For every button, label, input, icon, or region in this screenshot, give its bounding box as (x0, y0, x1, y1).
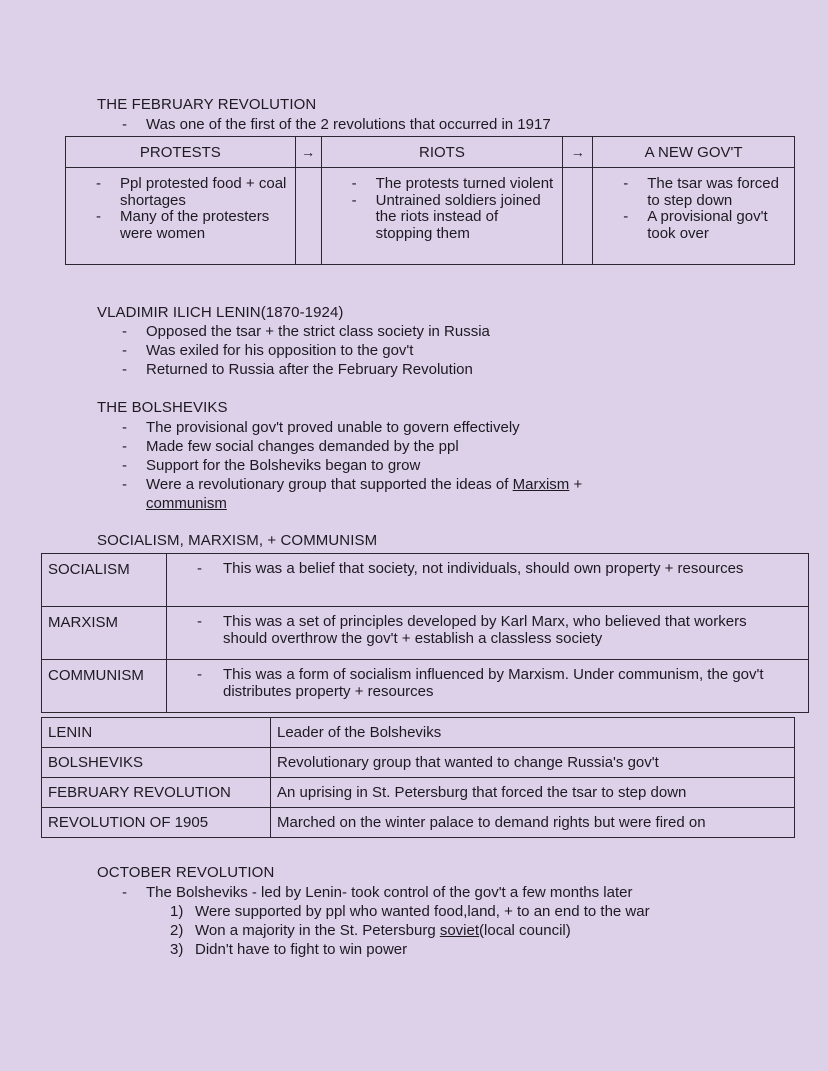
february-flow-table (65, 136, 795, 265)
table-row (42, 778, 795, 808)
october-revolution-list (122, 883, 632, 902)
ideologies-heading: SOCIALISM, MARXISM, + COMMUNISM (97, 532, 378, 549)
bolsheviks-list (122, 418, 682, 513)
numbered-item (170, 940, 650, 959)
arrow-right-icon: → (295, 137, 321, 168)
vocab-term: LENIN (42, 718, 271, 748)
ideology-desc-text: This was a form of socialism influenced by Marxism. Under communism, the gov't distributes property + resources (223, 666, 764, 700)
february-revolution-heading: THE FEBRUARY REVOLUTION (97, 96, 317, 113)
list-item: - The Bolsheviks - led by Lenin- took control of the gov't a few months later (122, 883, 632, 902)
vocab-term: FEBRUARY REVOLUTION (42, 778, 271, 808)
list-item: - Made few social changes demanded by the ppl (122, 437, 682, 456)
vocab-term: BOLSHEVIKS (42, 748, 271, 778)
ideologies-table (41, 553, 809, 713)
item-text: Were supported by ppl who wanted food,land, + to an end to the war (195, 903, 650, 920)
ideology-term: MARXISM (42, 607, 167, 660)
vocab-definition: An uprising in St. Petersburg that forced the tsar to step down (271, 778, 795, 808)
item-text: Won a majority in the St. Petersburg (195, 922, 440, 939)
bolsheviks-heading: THE BOLSHEVIKS (97, 399, 228, 416)
item-number: 3) (170, 941, 184, 958)
ideology-desc: - This was a belief that society, not individuals, should own property + resources (167, 554, 809, 607)
flow-spacer (295, 168, 321, 265)
flow-header-riots: RIOTS (321, 137, 563, 168)
arrow-right-icon: → (563, 137, 593, 168)
item-text: (local council) (479, 922, 571, 939)
vocab-definition: Revolutionary group that wanted to change Russia's gov't (271, 748, 795, 778)
numbered-item (170, 921, 650, 940)
ideology-term: COMMUNISM (42, 660, 167, 713)
vocab-table (41, 717, 795, 838)
lenin-list (122, 322, 490, 379)
table-row (42, 748, 795, 778)
table-row (42, 554, 809, 607)
table-row (42, 607, 809, 660)
list-item: - Many of the protesters were women (96, 209, 289, 242)
soviet-link[interactable]: soviet (439, 922, 480, 939)
vocab-definition: Marched on the winter palace to demand rights but were fired on (271, 808, 795, 838)
flow-spacer (563, 168, 593, 265)
numbered-item (170, 902, 650, 921)
flow-header-new-govt: A NEW GOV'T (593, 137, 795, 168)
ideology-desc-text: This was a belief that society, not individuals, should own property + resources (223, 560, 744, 577)
marxism-link[interactable]: Marxism (512, 476, 570, 493)
list-item: - Was exiled for his opposition to the gov't (122, 341, 490, 360)
ideology-desc-text: This was a set of principles developed by Karl Marx, who believed that workers should overthrow the gov't + establish a classless society (223, 613, 747, 647)
ideology-desc: - This was a form of socialism influenced by Marxism. Under communism, the gov't distributes property + resources (167, 660, 809, 713)
communism-link[interactable]: communism (146, 495, 227, 512)
ideology-term: SOCIALISM (42, 554, 167, 607)
flow-cell-riots (321, 168, 563, 265)
vocab-definition: Leader of the Bolsheviks (271, 718, 795, 748)
flow-cell-protests (66, 168, 296, 265)
list-item: - A provisional gov't took over (623, 209, 788, 242)
lenin-heading: VLADIMIR ILICH LENIN(1870-1924) (97, 304, 344, 321)
list-item: - Was one of the first of the 2 revolutions that occurred in 1917 (122, 115, 551, 134)
item-number: 2) (170, 922, 184, 939)
list-item: - The provisional gov't proved unable to govern effectively (122, 418, 682, 437)
list-item-text: + (569, 476, 583, 493)
table-row (42, 660, 809, 713)
item-number: 1) (170, 903, 184, 920)
list-item (122, 475, 682, 513)
vocab-term: REVOLUTION OF 1905 (42, 808, 271, 838)
ideology-desc: - This was a set of principles developed by Karl Marx, who believed that workers should overthrow the gov't + establish a classless society (167, 607, 809, 660)
flow-cell-new-govt (593, 168, 795, 265)
list-item-text: Were a revolutionary group that supported the ideas of (146, 476, 513, 493)
item-text: Didn't have to fight to win power (195, 941, 408, 958)
list-item: - Support for the Bolsheviks began to grow (122, 456, 682, 475)
list-item: - Untrained soldiers joined the riots instead of stopping them (352, 193, 557, 243)
list-item: - Ppl protested food + coal shortages (96, 176, 289, 209)
list-item: - Opposed the tsar + the strict class society in Russia (122, 322, 490, 341)
table-row (42, 718, 795, 748)
list-item: - The protests turned violent (352, 176, 557, 193)
october-revolution-heading: OCTOBER REVOLUTION (97, 864, 275, 881)
list-item: - Returned to Russia after the February Revolution (122, 360, 490, 379)
table-row (42, 808, 795, 838)
february-revolution-list (122, 115, 551, 134)
flow-header-protests: PROTESTS (66, 137, 296, 168)
october-numbered-list (170, 902, 650, 959)
list-item: - The tsar was forced to step down (623, 176, 788, 209)
